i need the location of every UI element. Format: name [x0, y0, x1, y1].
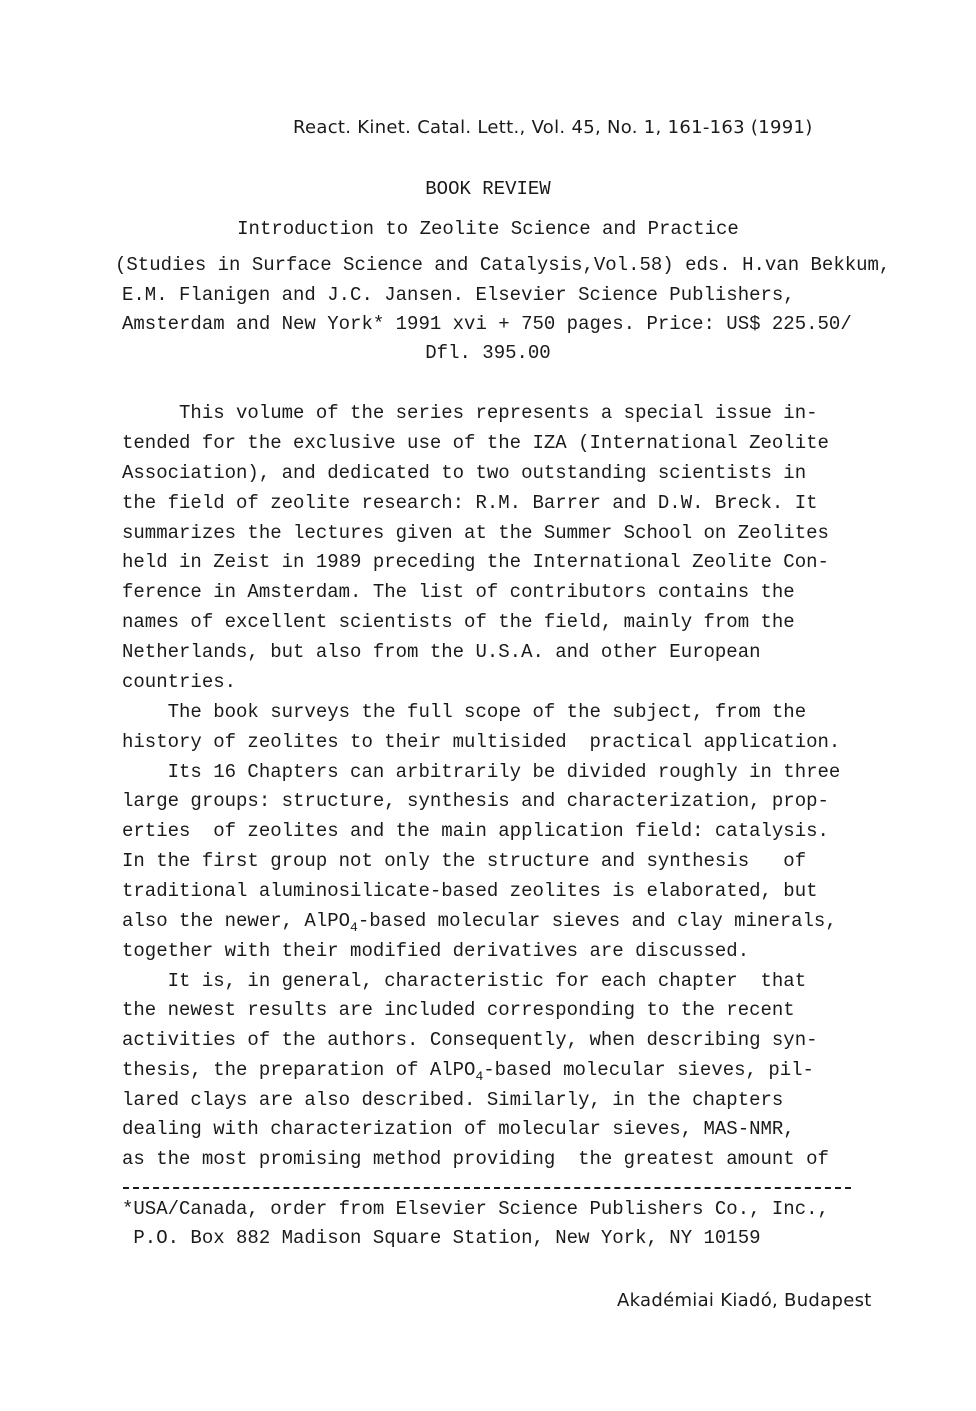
body-line: traditional aluminosilicate-based zeolites is elaborated, but — [122, 880, 818, 902]
body-line: together with their modified derivatives are discussed. — [122, 940, 750, 962]
body-line-alpo — [122, 910, 837, 935]
publisher-imprint: Akadémiai Kiadó, Budapest — [617, 1290, 872, 1311]
text-segment: also the newer, AlPO — [122, 910, 351, 932]
book-title: Introduction to Zeolite Science and Practice — [237, 218, 739, 240]
body-line: tended for the exclusive use of the IZA (International Zeolite — [122, 432, 829, 454]
body-line: activities of the authors. Consequently, when describing syn- — [122, 1029, 818, 1051]
body-line-alpo — [122, 1059, 814, 1084]
body-line: held in Zeist in 1989 preceding the International Zeolite Con- — [122, 551, 829, 573]
body-line: This volume of the series represents a special issue in- — [122, 402, 818, 424]
book-price-dfl: Dfl. 395.00 — [425, 342, 551, 364]
subscript: 4 — [350, 920, 358, 935]
journal-citation: React. Kinet. Catal. Lett., Vol. 45, No. 1, 161-163 (1991) — [293, 117, 813, 138]
footnote-divider — [123, 1187, 851, 1189]
book-details-line: Amsterdam and New York* 1991 xvi + 750 pages. Price: US$ 225.50/ — [122, 313, 852, 335]
book-details-line: (Studies in Surface Science and Catalysis,Vol.58) eds. H.van Bekkum, — [115, 254, 891, 276]
footnote-line: *USA/Canada, order from Elsevier Science Publishers Co., Inc., — [122, 1198, 829, 1220]
footnote-line: P.O. Box 882 Madison Square Station, New York, NY 10159 — [122, 1227, 761, 1249]
body-line: history of zeolites to their multisided practical application. — [122, 731, 841, 753]
body-line: countries. — [122, 671, 237, 693]
text-segment: -based molecular sieves, pil- — [483, 1059, 814, 1081]
body-line: erties of zeolites and the main application field: catalysis. — [122, 820, 829, 842]
body-line: large groups: structure, synthesis and characterization, prop- — [122, 790, 829, 812]
body-line: names of excellent scientists of the field, mainly from the — [122, 611, 795, 633]
text-segment: thesis, the preparation of AlPO — [122, 1059, 476, 1081]
body-line: dealing with characterization of molecular sieves, MAS-NMR, — [122, 1118, 795, 1140]
section-heading: BOOK REVIEW — [425, 178, 551, 200]
book-details-line: E.M. Flanigen and J.C. Jansen. Elsevier Science Publishers, — [122, 284, 795, 306]
subscript: 4 — [475, 1069, 484, 1084]
body-line: summarizes the lectures given at the Summer School on Zeolites — [122, 522, 829, 544]
body-line: Netherlands, but also from the U.S.A. and other European — [122, 641, 761, 663]
body-line: as the most promising method providing the greatest amount of — [122, 1148, 829, 1170]
text-segment: -based molecular sieves and clay minerals, — [357, 910, 837, 932]
body-line: the newest results are included corresponding to the recent — [122, 999, 795, 1021]
body-line: ference in Amsterdam. The list of contributors contains the — [122, 581, 795, 603]
body-line: Its 16 Chapters can arbitrarily be divided roughly in three — [122, 761, 841, 783]
body-line: The book surveys the full scope of the subject, from the — [122, 701, 807, 723]
body-line: the field of zeolite research: R.M. Barrer and D.W. Breck. It — [122, 492, 818, 514]
body-line: It is, in general, characteristic for each chapter that — [122, 970, 807, 992]
body-line: In the first group not only the structure and synthesis of — [122, 850, 807, 872]
body-line: Association), and dedicated to two outstanding scientists in — [122, 462, 807, 484]
body-line: lared clays are also described. Similarly, in the chapters — [122, 1089, 784, 1111]
